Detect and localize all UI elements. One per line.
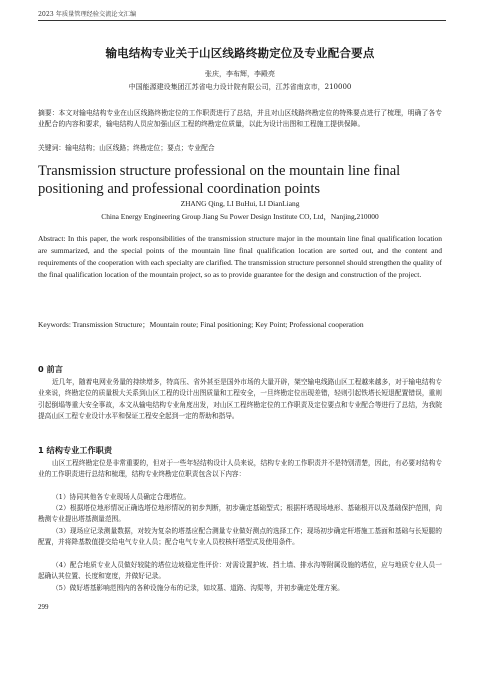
section-heading-duties: 1 结构专业工作职责 bbox=[38, 445, 113, 455]
english-keywords: Keywords: Transmission Structure；Mountain route; Final positioning; Key Point; Professional cooperation bbox=[38, 320, 364, 329]
english-title: Transmission structure professional on the mountain line final positioning and professional coordination points bbox=[38, 163, 401, 197]
duty-item-4: （4）配合地质专业人员做好较陡的塔位边坡稳定性评价：对需设置护坡、挡土墙、排水沟等附属设施的塔位，应与地质专业人员一起确认其位置、长度和宽度，并做好记录。 bbox=[38, 561, 442, 581]
duty-item-5: （5）做好塔基影响范围内的各种设施分布的记录，如坟墓、道路、沟渠等，并初步确定处理方案。 bbox=[52, 584, 344, 592]
header-rule bbox=[38, 20, 446, 21]
duty-item-3: （3）现场应记录测量数据，对较为复杂的塔基应配合测量专业做好测点的选择工作；现场初步确定杆塔施工基面和基础与长短腿的配置，并将降基数值提交给电气专业人员；配合电气专业人员校核杆塔型式及使用条件。 bbox=[38, 527, 442, 547]
chinese-abstract: 摘要：本文对输电结构专业在山区线路终勘定位的工作职责进行了总结，并且对山区线路终勘定位的特殊要点进行了梳理，明确了各专业配合的内容和要求，输电结构人员应加强山区工程的终勘定位质量，以此为设计出图和工程施工提供保障。 bbox=[38, 109, 442, 129]
preface-paragraph: 近几年，随着电网业务量的持续增多，特高压、省外甚至是国外市场的大量开辟，架空输电线路山区工程越来越多，对于输电结构专业来说，终勘定位的质量极大关系到山区工程的设计出图质量和工程安全，一旦终勘定位出现差错，轻则引起铁塔长短退配置错误，重则引起倒塌等重大安全事故，本文从输电结构专业角度出发，对山区工程终勘定位的工作职责及定位要点和专业配合等进行了总结，为我院提高山区工程专业设计水平和保证工程安全起到一定的帮助和指导。 bbox=[38, 378, 442, 420]
chinese-title: 输电结构专业关于山区线路终勘定位及专业配合要点 bbox=[105, 46, 375, 60]
english-authors: ZHANG Qing, LI BuHui, LI DianLiang bbox=[180, 199, 300, 208]
english-affiliation: China Energy Engineering Group Jiang Su Power Design Institute CO, Ltd，Nanjing,210000 bbox=[101, 212, 379, 221]
chinese-affiliation: 中国能源建设集团江苏省电力设计院有限公司，江苏省南京市，210000 bbox=[128, 83, 352, 91]
duty-item-2: （2）根据塔位地形情况正确选塔位地形情况的初步判断，初步确定基础型式；根据杆塔现场地形、基础根开以及基础保护范围，向勘测专业提出塔基测量范围。 bbox=[38, 504, 442, 524]
page-number: 299 bbox=[38, 603, 49, 611]
english-abstract: Abstract: In this paper, the work responsibilities of the transmission structure major in the mountain line final qualification location are summarized, and the special points of the mountain line final qualification location are sorted out, and the content and requirements of the cooperation with each specialty are clarified. The transmission structure personnel should strengthen the quality of the final qualification location of the mountain project, so as to provide guarantee for the design and construction of the project. bbox=[38, 234, 442, 279]
section-heading-preface: 0 前言 bbox=[38, 364, 63, 374]
duties-intro-paragraph: 山区工程终勘定位是非常重要的，但对于一些年轻结构设计人员来说，结构专业的工作职责并不是特别清楚，因此，有必要对结构专业的工作职责进行总结和梳理，结构专业终勘定位职责包含以下内容： bbox=[38, 459, 442, 479]
duty-item-1: （1）协同其他各专业现场人员确定合理塔位。 bbox=[52, 493, 191, 501]
chinese-keywords: 关键词：输电结构；山区线路；终勘定位；要点；专业配合 bbox=[38, 144, 215, 152]
chinese-authors: 张庆，李布辉，李殿亮 bbox=[205, 70, 275, 78]
running-head: 2023 年质量管理经验交流论文汇编 bbox=[38, 11, 137, 18]
